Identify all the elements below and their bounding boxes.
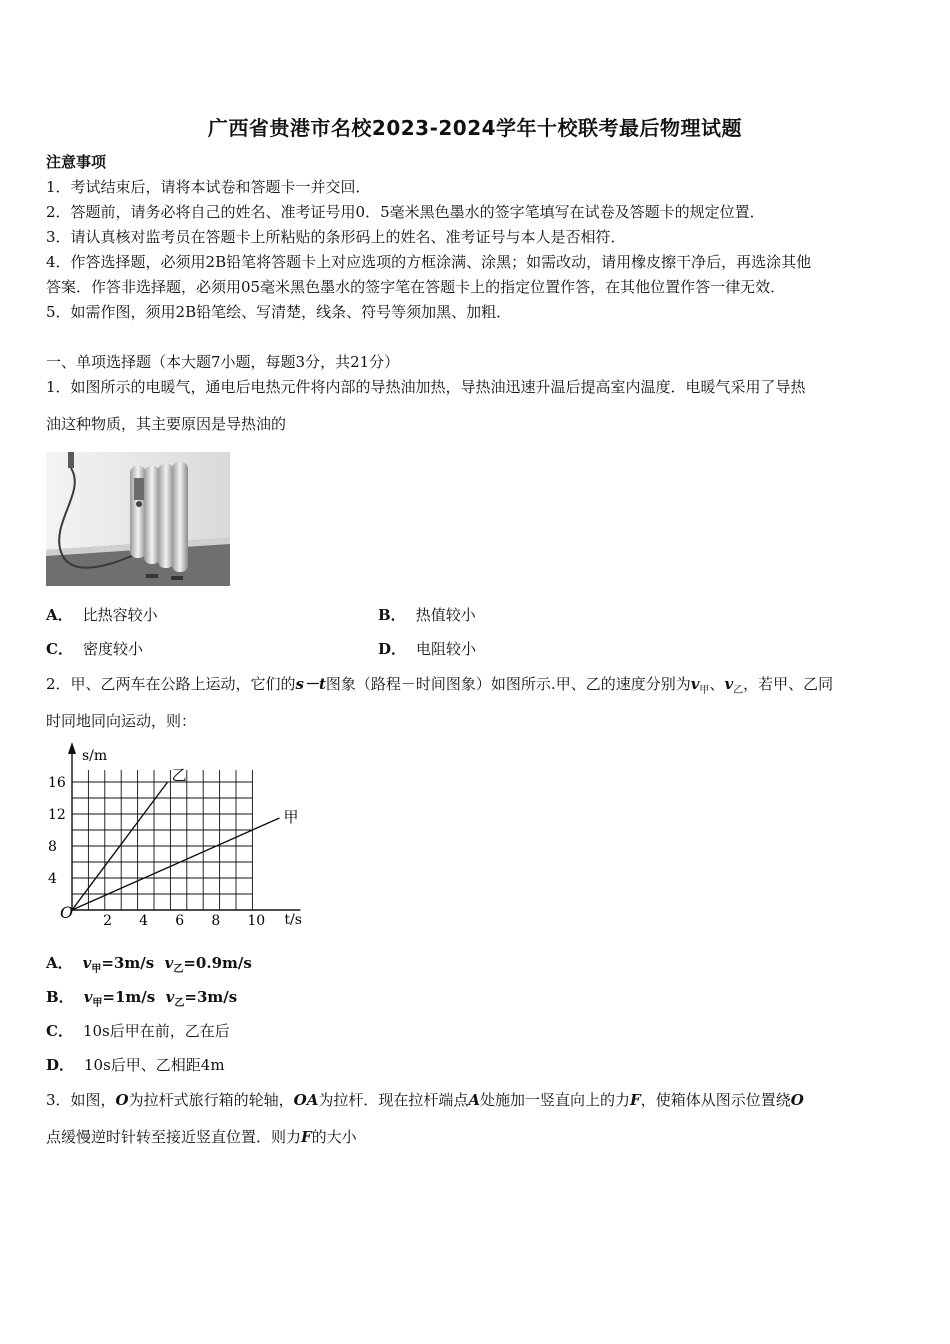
q1-option-b-text: 热值较小	[415, 606, 476, 624]
q2-option-d-label: D．	[46, 1056, 75, 1074]
series-label-yi: 乙	[171, 766, 187, 784]
x-tick-label: 4	[139, 913, 149, 929]
q2-sub-jia: 甲	[699, 685, 710, 696]
q1-option-b[interactable]	[378, 605, 476, 625]
q3-text-g: 的大小	[311, 1128, 357, 1146]
x-tick-label: 10	[247, 913, 266, 929]
q2-text-a: 2．甲、乙两车在公路上运动，它们的	[46, 675, 296, 693]
q2-option-a-label: A．	[46, 954, 73, 972]
q2-text-c: ，若甲、乙同	[743, 675, 834, 693]
y-tick-label: 4	[48, 871, 57, 887]
q1-option-d[interactable]	[378, 639, 476, 659]
q2-st-symbol: s－t	[295, 675, 326, 693]
q3-stem-line1	[46, 1090, 804, 1110]
notice-item-4: 4．作答选择题，必须用2B铅笔将答题卡上对应选项的方框涂满、涂黑；如需改动，请用橡皮擦干净后，再选涂其他	[46, 253, 812, 271]
q2-b-sub2: 乙	[174, 998, 185, 1009]
q2-option-d-text: 10s后甲、乙相距4m	[84, 1056, 225, 1074]
q2-option-b-label: B．	[46, 988, 74, 1006]
notice-item-1: 1．考试结束后，请将本试卷和答题卡一并交回．	[46, 178, 371, 196]
q3-stem-line2	[46, 1127, 357, 1147]
notice-heading: 注意事项	[46, 153, 107, 171]
q1-stem-line2: 油这种物质，其主要原因是导热油的	[46, 415, 287, 433]
q1-option-c[interactable]	[46, 639, 143, 659]
q2-stem-line2: 时同地同向运动，则：	[46, 712, 197, 730]
series-line-jia	[72, 818, 279, 910]
q2-option-c-label: C．	[46, 1022, 73, 1040]
q2-option-a[interactable]	[46, 953, 252, 980]
y-axis-label: s/m	[82, 748, 108, 764]
notice-item-4-cont: 答案．作答非选择题，必须用05毫米黑色墨水的签字笔在答题卡上的指定位置作答，在其他位置作答一律无效．	[46, 278, 786, 296]
q2-a-sub2: 乙	[173, 964, 184, 975]
q3-text-b: 为拉杆式旅行箱的轮轴，	[128, 1091, 294, 1109]
q1-option-d-label: D．	[378, 640, 407, 658]
q1-option-a-text: 比热容较小	[82, 606, 158, 624]
q2-a-v2: v	[164, 954, 174, 972]
x-tick-label: 6	[175, 913, 185, 929]
q2-a-v1: v	[82, 954, 92, 972]
q2-a-sub1: 甲	[91, 964, 102, 975]
q3-text-e: ，使箱体从图示位置绕	[640, 1091, 791, 1109]
q1-option-a[interactable]	[46, 605, 158, 625]
q2-b-t1: =1m/s	[102, 988, 156, 1006]
st-graph	[44, 740, 314, 932]
q3-sym-o: O	[115, 1091, 129, 1109]
q2-text-b: 图象（路程－时间图象）如图所示.甲、乙的速度分别为	[325, 675, 691, 693]
y-tick-label: 8	[48, 839, 57, 855]
notice-item-3: 3．请认真核对监考员在答题卡上所粘贴的条形码上的姓名、准考证号与本人是否相符．	[46, 228, 626, 246]
q2-a-t2: =0.9m/s	[183, 954, 252, 972]
notice-item-5: 5．如需作图，须用2B铅笔绘、写清楚，线条、符号等须加黑、加粗．	[46, 303, 512, 321]
q2-option-c-text: 10s后甲在前，乙在后	[82, 1022, 230, 1040]
q3-sym-f2: F	[301, 1128, 312, 1146]
q2-option-d[interactable]	[46, 1055, 225, 1075]
q3-text-d: 处施加一竖直向上的力	[480, 1091, 631, 1109]
q2-option-c[interactable]	[46, 1021, 230, 1041]
q2-b-v2: v	[165, 988, 175, 1006]
q1-stem-line1: 1．如图所示的电暖气，通电后电热元件将内部的导热油加热，导热油迅速升温后提高室内温度．电暖气采用了导热	[46, 378, 806, 396]
q3-sym-oa: OA	[293, 1091, 319, 1109]
series-label-jia: 甲	[283, 808, 299, 826]
q2-v-yi: v	[724, 675, 734, 693]
q2-v-jia: v	[690, 675, 700, 693]
page-title: 广西省贵港市名校2023-2024学年十校联考最后物理试题	[207, 116, 743, 140]
q2-b-t2: =3m/s	[184, 988, 238, 1006]
q1-option-c-text: 密度较小	[82, 640, 143, 658]
q3-text-f: 点缓慢逆时针转至接近竖直位置．则力	[46, 1128, 302, 1146]
q2-stem-line1	[46, 674, 833, 701]
q1-option-d-text: 电阻较小	[416, 640, 477, 658]
q2-option-b[interactable]	[46, 987, 237, 1014]
q2-sub-yi: 乙	[733, 685, 744, 696]
x-axis-label: t/s	[284, 912, 302, 928]
notice-item-2: 2．答题前，请务必将自己的姓名、准考证号用0．5毫米黑色墨水的签字笔填写在试卷及答题卡的规定位置．	[46, 203, 765, 221]
q1-option-b-label: B．	[378, 606, 406, 624]
y-tick-label: 16	[48, 775, 66, 791]
q3-text-c: 为拉杆．现在拉杆端点	[318, 1091, 469, 1109]
x-tick-label: 8	[211, 913, 221, 929]
x-tick-label: 2	[103, 913, 113, 929]
q2-b-sub1: 甲	[92, 998, 103, 1009]
q1-option-a-label: A．	[46, 606, 73, 624]
q3-sym-a: A	[468, 1091, 481, 1109]
q3-sym-f: F	[630, 1091, 641, 1109]
q2-sep: 、	[709, 675, 725, 693]
q2-a-t1: =3m/s	[101, 954, 155, 972]
q1-option-c-label: C．	[46, 640, 73, 658]
q3-sym-o2: O	[790, 1091, 804, 1109]
q2-b-v1: v	[83, 988, 93, 1006]
y-tick-label: 12	[48, 807, 66, 823]
section-heading: 一、单项选择题（本大题7小题，每题3分，共21分）	[46, 353, 400, 371]
radiator-photo	[46, 452, 230, 586]
y-axis-arrow	[68, 742, 76, 754]
origin-label: O	[60, 903, 74, 922]
q3-text-a: 3．如图，	[46, 1091, 116, 1109]
